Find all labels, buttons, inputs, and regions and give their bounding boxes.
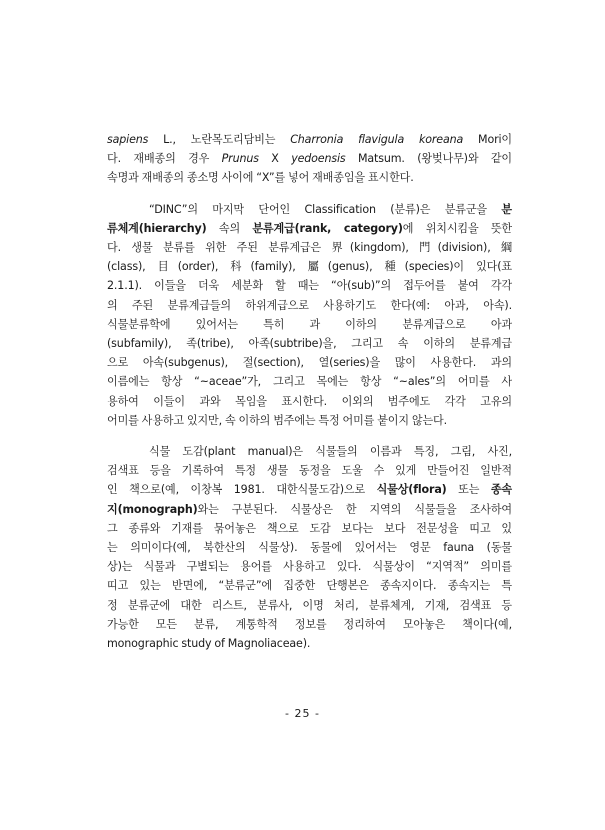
line: 식물분류학에 있어서는 특히 과 이하의 분류계급으로 아과 — [107, 317, 512, 331]
bold-term: 식물상(flora) — [376, 483, 447, 497]
text: Mori이 — [463, 133, 512, 146]
line — [107, 200, 512, 219]
line: 이름에는 항상 “~aceae”가, 그리고 목에는 항상 “~ales”의 어미를 사 — [107, 375, 512, 389]
line: 다. 생물 분류를 위한 주된 분류계급은 界(kingdom), 門(division), 綱 — [107, 241, 512, 255]
paragraph-1 — [107, 130, 512, 188]
line: 의 주된 분류계급들의 하위계급으로 사용하기도 한다(예: 아과, 아속). — [107, 298, 512, 312]
line: 그 종류와 기재를 묶어놓은 책으로 도감 보다는 보다 전문성을 띠고 있 — [107, 521, 512, 535]
bold-term: 류체계(hierarchy) — [107, 221, 207, 235]
line — [107, 149, 512, 168]
text: 다. 재배종의 경우 — [107, 152, 222, 166]
bold-term: 분 — [501, 202, 512, 216]
scientific-name: yedoensis — [291, 152, 346, 166]
line — [107, 130, 512, 149]
page-body — [107, 130, 512, 653]
line: 가능한 모든 분류, 계통학적 정보를 정리하여 모아놓은 책이다(예, — [107, 617, 512, 631]
line: 용하여 이들이 과와 목임을 표시한다. 이외의 범주에도 각각 고유의 — [107, 394, 512, 408]
bold-term: 종속 — [490, 483, 512, 497]
line: 2.1.1). 이들을 더욱 세분화 할 때는 “아(sub)”의 접두어를 붙여 각각 — [107, 279, 512, 293]
line: (subfamily), 족(tribe), 아족(subtribe)을, 그리고 속 이하의 분류계급 — [107, 337, 512, 351]
text: 와는 구분된다. 식물상은 한 지역의 식물들을 조사하여 — [197, 502, 512, 516]
line — [107, 219, 512, 238]
line: 식물 도감(plant manual)은 식물들의 이름과 특징, 그림, 사진, — [149, 445, 512, 459]
text: 인 책으로(예, 이창복 1981. 대한식물도감)으로 — [107, 483, 377, 497]
text: L., 노란목도리담비는 — [148, 133, 291, 146]
line: 정 분류군에 대한 리스트, 분류사, 이명 처리, 분류체계, 기재, 검색표 등 — [107, 598, 512, 612]
text: Matsum. (왕벚나무)와 같이 — [345, 152, 512, 166]
line: 속명과 재배종의 종소명 사이에 “X”를 넣어 재배종임을 표시한다. — [107, 171, 414, 185]
line: 띠고 있는 반면에, “분류군”에 집중한 단행본은 종속지이다. 종속지는 특 — [107, 579, 512, 593]
line: 어미를 사용하고 있지만, 속 이하의 범주에는 특정 어미를 붙이지 않는다. — [107, 413, 447, 427]
line: 검색표 등을 기록하여 특정 생물 동정을 도울 수 있게 만들어진 일반적 — [107, 464, 512, 478]
text: X — [258, 152, 292, 166]
line: (class), 目(order), 科(family), 屬(genus), 種(species)이 있다(표 — [107, 260, 512, 274]
line: 상)는 식물과 구별되는 용어를 사용하고 있다. 식물상이 “지역적” 의미를 — [107, 560, 512, 574]
text: 속의 — [206, 221, 253, 235]
scientific-name: Charronia flavigula koreana — [290, 133, 464, 146]
text: “DINC”의 마지막 단어인 Classification (분류)은 분류군을 — [149, 202, 502, 216]
line — [107, 500, 512, 519]
line: 으로 아속(subgenus), 절(section), 열(series)을 많이 사용한다. 과의 — [107, 356, 512, 370]
bold-term: 지(monograph) — [107, 502, 198, 516]
paragraph-2 — [107, 200, 512, 430]
line — [107, 480, 512, 499]
scientific-name: Prunus — [221, 152, 259, 166]
text: 또는 — [446, 483, 491, 497]
line: monographic study of Magnoliaceae). — [107, 637, 311, 651]
page-number: - 25 - — [285, 707, 320, 720]
bold-term: 분류계급(rank, category) — [252, 221, 403, 235]
line: 는 의미이다(예, 북한산의 식물상). 동물에 있어서는 영문 fauna (동물 — [107, 541, 512, 555]
paragraph-3 — [107, 442, 512, 653]
text: 에 위치시킴을 뜻한 — [402, 221, 512, 235]
scientific-name: sapiens — [107, 133, 149, 146]
